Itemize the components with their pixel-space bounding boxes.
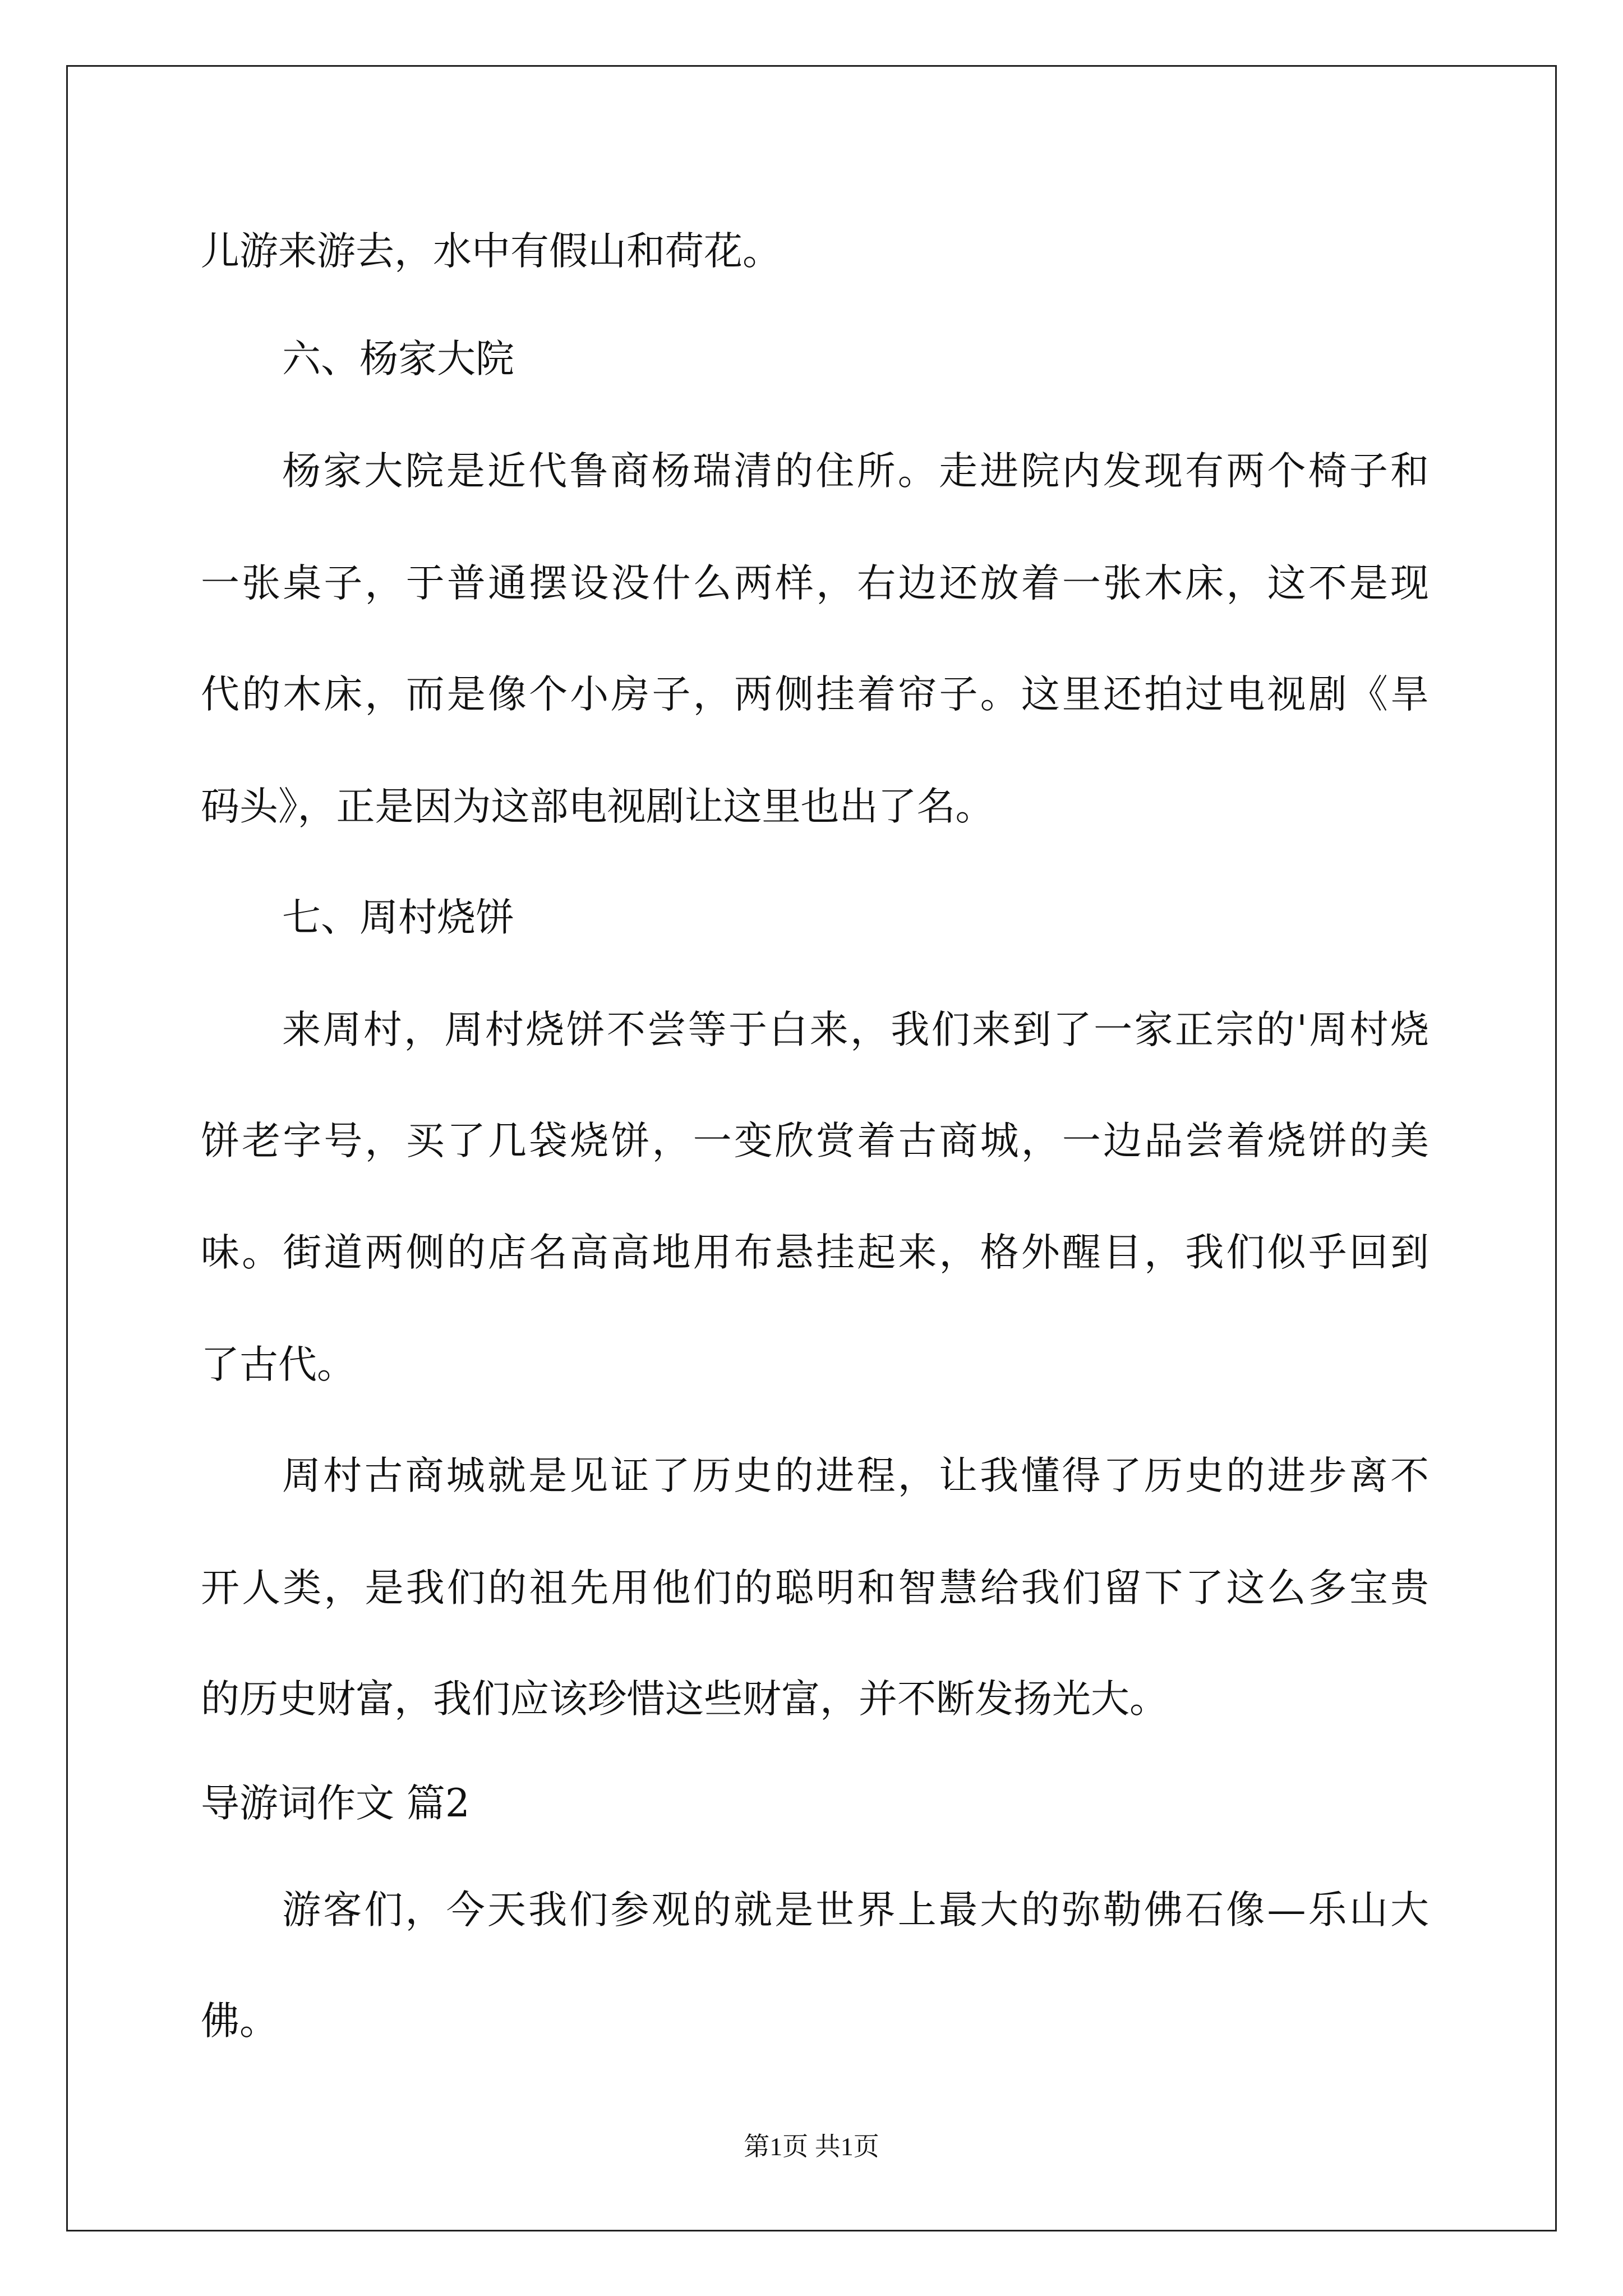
- section-heading: 六、杨家大院: [282, 337, 514, 381]
- text-line: 一张桌子，于普通摆设没什么两样，右边还放着一张木床，这不是现: [201, 561, 1429, 606]
- text-line: 代的木床，而是像个小房子，两侧挂着帘子。这里还拍过电视剧《旱: [201, 672, 1429, 717]
- text-line: 儿游来游去，水中有假山和荷花。: [201, 229, 781, 274]
- text-line: 周村古商城就是见证了历史的进程，让我懂得了历史的进步离不: [282, 1453, 1429, 1498]
- text-line: 开人类，是我们的祖先用他们的聪明和智慧给我们留下了这么多宝贵: [201, 1566, 1429, 1611]
- text-line: 味。街道两侧的店名高高地用布悬挂起来，格外醒目，我们似乎回到: [201, 1230, 1429, 1275]
- text-line: 码头》，正是因为这部电视剧让这里也出了名。: [201, 784, 994, 829]
- text-line: 杨家大院是近代鲁商杨瑞清的住所。走进院内发现有两个椅子和: [282, 449, 1429, 494]
- text-line: 佛。: [201, 1999, 278, 2044]
- text-line: 了古代。: [201, 1342, 356, 1387]
- text-line: 的历史财富，我们应该珍惜这些财富，并不断发扬光大。: [201, 1677, 1168, 1722]
- article-title: 导游词作文 篇2: [201, 1781, 470, 1826]
- section-heading: 七、周村烧饼: [282, 895, 514, 940]
- text-line: 游客们，今天我们参观的就是世界上最大的弥勒佛石像—乐山大: [282, 1888, 1429, 1932]
- text-line: 来周村，周村烧饼不尝等于白来，我们来到了一家正宗的'周村烧: [282, 1007, 1429, 1052]
- text-line: 饼老字号，买了几袋烧饼，一变欣赏着古商城，一边品尝着烧饼的美: [201, 1119, 1429, 1163]
- page-number: 第1页 共1页: [744, 2132, 879, 2161]
